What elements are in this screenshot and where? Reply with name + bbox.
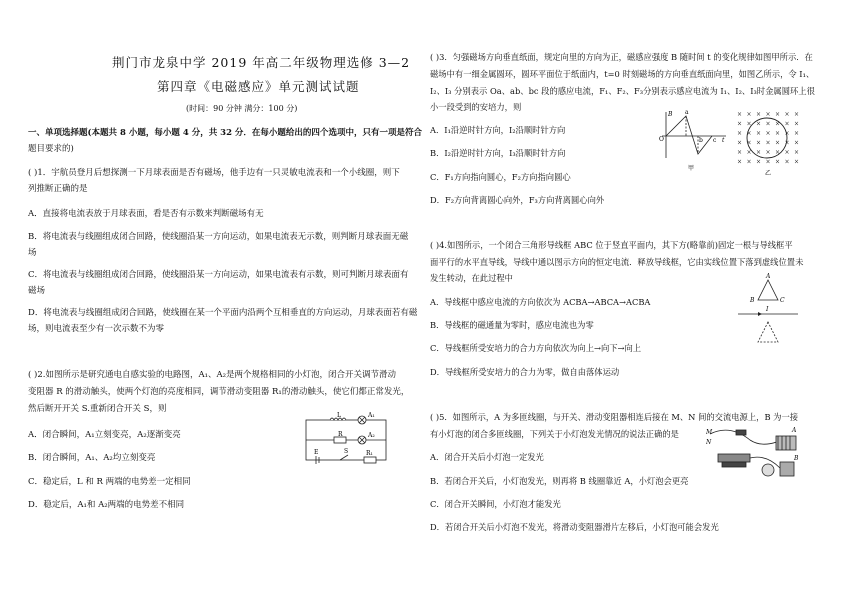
q3-option-b: B．I₂沿逆时针方向，I₃沿顺时针方向 [430,148,566,158]
left-column [0,0,422,589]
fig-label-s: S [344,448,349,455]
q1-option-c-cont: 磁场 [28,286,46,296]
q2-stem: ( )2.如图所示是研究通电自感实验的电路图，A₁、A₂是两个规格相同的小灯泡，闭合开关调节滑动 [28,370,397,380]
field-cross-mark: × [746,130,752,137]
app-label-m: M [706,429,713,436]
fig-label-l: L [337,412,341,419]
field-cross-mark: × [784,130,790,137]
q3-option-d: D．F₂方向背离圆心向外，F₃方向背离圆心向外 [430,195,605,205]
q4-option-b: B．导线框的磁通量为零时，感应电流也为零 [430,320,594,330]
exam-subtitle: 第四章《电磁感应》单元测试试题 [157,79,360,94]
field-cross-mark: × [746,111,752,118]
q3-stem-cont3: 小一段受到的安培力，则 [430,102,522,112]
q1-option-b: B．将电流表与线圈组成闭合回路，使线圈沿某一方向运动，如果电流表无示数，则判断月球表面无磁 [28,232,409,242]
q2-option-d: D．稳定后，A₁和 A₂两端的电势差不相同 [28,500,185,510]
field-cross-mark: × [756,111,762,118]
graph-caption-jia: 甲 [688,165,695,172]
field-cross-mark: × [794,120,800,128]
q2-option-a: A．闭合瞬间，A₁立刻变亮，A₂逐渐变亮 [28,430,181,440]
q1-option-a: A．直接将电流表放于月球表面，看是否有示数来判断磁场有无 [28,209,264,219]
fig-label-e: E [314,449,319,456]
field-cross-mark: × [765,120,771,128]
field-cross-mark: × [784,149,790,156]
ring-caption-yi: 乙 [765,170,772,177]
field-cross-mark: × [737,158,743,166]
q3-option-a: A．I₁沿逆时针方向，I₂沿顺时针方向 [430,125,566,135]
field-cross-mark: × [784,158,790,166]
field-cross-mark: × [737,130,743,137]
field-cross-mark: × [756,149,762,156]
triangle-wire-diagram [738,270,798,350]
field-cross-mark: × [775,158,781,166]
field-cross-mark: × [775,139,781,147]
section-heading: 一、单项选择题(本题共 8 小题，每小题 4 分，共 32 分．在每小题给出的四个选项中，只有一项是符合 [28,128,422,138]
q4-option-a: A．导线框中感应电流的方向依次为 ACBA→ABCA→ACBA [430,297,651,307]
field-cross-mark: × [784,120,790,128]
q4-option-d: D．导线框所受安培力的合力为零，做自由落体运动 [430,367,620,377]
ring-in-magnetic-field [734,108,804,178]
q2-stem-cont: 变阻器 R 的滑动触头，使两个灯泡的亮度相同，调节滑动变阻器 R₁的滑动触头，使它们都正常发光， [28,387,410,397]
field-cross-mark: × [775,111,781,118]
field-cross-mark: × [756,130,762,137]
tri-label-a: A [766,273,771,280]
graph-label-c: c [713,137,717,144]
field-cross-mark: × [746,158,752,166]
q4-stem: ( )4.如图所示，一个闭合三角形导线框 ABC 位于竖直平面内，其下方(略靠前)固定一根与导线框平 [430,240,793,250]
field-cross-mark: × [794,139,800,147]
field-cross-mark: × [737,120,743,128]
q5-option-d: D．若闭合开关后小灯泡不发光，将滑动变阻器滑片左移后，小灯泡可能会发光 [430,522,719,532]
wire-label-i: I [766,306,769,313]
fig-label-a2: A₂ [368,432,375,439]
field-cross-mark: × [765,130,771,137]
field-cross-mark: × [765,149,771,156]
q1-option-b-cont: 场 [28,248,37,258]
q5-stem-cont: 有小灯泡的闭合多匝线圈，下列关于小灯泡发光情况的说法正确的是 [430,429,679,439]
field-cross-mark: × [775,120,781,128]
app-label-n: N [706,439,712,446]
q3-stem-cont: 磁场中有一细金属圆环，圆环平面位于纸面内，t=0 时刻磁场的方向垂直纸面向里，如图乙所示，令 I₁、 [430,69,815,79]
tri-label-c: C [780,297,785,304]
graph-label-a: a [685,109,689,116]
q2-option-b: B．闭合瞬间，A₁、A₂均立刻变亮 [28,453,156,463]
field-cross-mark: × [765,139,771,147]
q4-stem-cont: 面平行的水平直导线，导线中通以图示方向的恒定电流．释放导线框，它由实线位置下落到虚线位置未 [430,257,804,267]
field-cross-mark: × [794,130,800,137]
q5-option-c: C．闭合开关瞬间，小灯泡才能发光 [430,499,561,509]
app-label-a: A [792,427,797,434]
field-cross-mark: × [737,111,743,118]
q4-stem-cont2: 发生转动，在此过程中 [430,273,513,283]
field-cross-mark: × [765,158,771,166]
field-cross-mark: × [737,139,743,147]
graph-label-b-point: b [699,137,703,144]
exam-time-score: (时间：90 分钟 满分：100 分) [186,104,298,113]
field-cross-mark: × [756,158,762,166]
graph-label-o: O [659,136,664,143]
q2-stem-cont2: 然后断开开关 S.重新闭合开关 S，则 [28,404,167,414]
q2-option-c: C．稳定后，L 和 R 两端的电势差一定相同 [28,477,191,487]
graph-label-b: B [668,111,673,118]
field-cross-mark: × [737,149,743,156]
exam-title: 荆门市龙泉中学 2019 年高二年级物理选修 3—2 [112,55,411,70]
field-cross-mark: × [756,120,762,128]
app-label-b: B [794,455,799,462]
tri-label-b: B [750,297,755,304]
field-cross-mark: × [794,158,800,166]
q1-option-c: C．将电流表与线圈组成闭合回路，使线圈沿某一方向运动，如果电流表有示数，则可判断月球表面有 [28,270,409,280]
fig-label-a1: A₁ [368,412,375,419]
field-cross-mark: × [746,139,752,147]
q3-stem-cont2: I₂、I₃ 分别表示 Oa、ab、bc 段的感应电流，F₁、F₂、F₃分别表示感应电流为 I₁、I₂、I₃时金属圆环上很 [430,86,815,96]
field-cross-mark: × [746,149,752,156]
field-cross-mark: × [775,149,781,156]
field-cross-mark: × [756,139,762,147]
q3-stem: ( )3．匀强磁场方向垂直纸面，规定向里的方向为正，磁感应强度 B 随时间 t 的变化规律如图甲所示．在 [430,52,813,62]
field-cross-mark: × [794,149,800,156]
section-heading-cont: 题目要求的) [28,144,74,154]
q5-stem: ( )5．如图所示，A 为多匝线圈，与开关、滑动变阻器相连后接在 M、N 间的交流电源上，B 为一接 [430,412,799,422]
field-cross-mark: × [784,139,790,147]
q1-stem-cont: 列推断正确的是 [28,184,88,194]
q3-option-c: C．F₁方向指向圆心，F₂方向指向圆心 [430,172,571,182]
right-column [430,0,825,589]
q1-option-d: D．将电流表与线圈组成闭合回路，使线圈在某一个平面内沿两个互相垂直的方向运动，月球表面若有磁 [28,308,418,318]
q1-option-d-cont: 场，则电流表至少有一次示数不为零 [28,324,165,334]
field-cross-mark: × [746,120,752,128]
graph-label-t: t [722,137,725,144]
coil-lamp-apparatus [706,422,800,480]
field-cross-mark: × [784,111,790,118]
field-cross-mark: × [794,111,800,118]
fig-label-r: R [338,431,343,438]
q5-option-a: A．闭合开关后小灯泡一定发光 [430,452,544,462]
b-t-graph [658,108,730,174]
q4-option-c: C．导线框所受安培力的合力方向依次为向上→向下→向上 [430,343,642,353]
q1-stem: ( )1．宇航员登月后想探测一下月球表面是否有磁场，他手边有一只灵敏电流表和一个小线圈，则下 [28,168,400,178]
q5-option-b: B．若闭合开关后，小灯泡发光，则再将 B 线圈靠近 A，小灯泡会更亮 [430,476,689,486]
fig-label-r1: R₁ [366,450,373,457]
field-cross-mark: × [775,130,781,137]
self-inductance-circuit-diagram [300,410,392,468]
field-cross-mark: × [765,111,771,118]
